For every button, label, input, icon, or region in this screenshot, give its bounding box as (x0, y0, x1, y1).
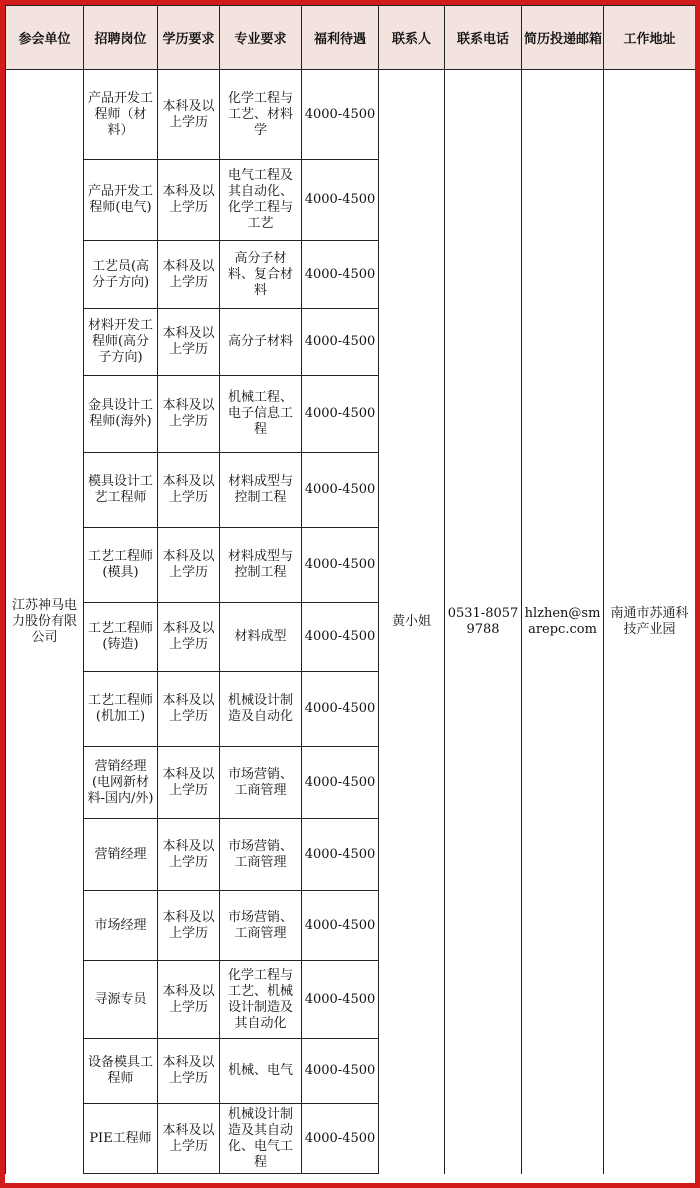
salary-cell: 4000-4500 (302, 747, 379, 819)
education-cell: 本科及以上学历 (158, 961, 220, 1039)
education-cell: 本科及以上学历 (158, 453, 220, 528)
education-cell: 本科及以上学历 (158, 70, 220, 160)
header-row (6, 6, 696, 70)
major-cell: 市场营销、工商管理 (220, 891, 302, 961)
salary-cell: 4000-4500 (302, 1039, 379, 1104)
position-cell: 工艺工程师(机加工) (84, 672, 158, 747)
salary-cell: 4000-4500 (302, 672, 379, 747)
contact-cell: 黄小姐 (379, 70, 445, 1174)
position-cell: 营销经理(电网新材料-国内/外) (84, 747, 158, 819)
salary-cell: 4000-4500 (302, 241, 379, 309)
education-cell: 本科及以上学历 (158, 528, 220, 603)
position-cell: 材料开发工程师(高分子方向) (84, 309, 158, 376)
education-cell: 本科及以上学历 (158, 309, 220, 376)
education-cell: 本科及以上学历 (158, 672, 220, 747)
major-cell: 高分子材料 (220, 309, 302, 376)
position-cell: 市场经理 (84, 891, 158, 961)
education-cell: 本科及以上学历 (158, 603, 220, 672)
position-cell: 工艺员(高分子方向) (84, 241, 158, 309)
major-cell: 材料成型与控制工程 (220, 528, 302, 603)
position-cell: 寻源专员 (84, 961, 158, 1039)
recruitment-table (5, 5, 695, 1174)
salary-cell: 4000-4500 (302, 603, 379, 672)
education-cell: 本科及以上学历 (158, 376, 220, 453)
table-row (6, 70, 696, 160)
position-cell: 金具设计工程师(海外) (84, 376, 158, 453)
header-email: 简历投递邮箱 (522, 6, 604, 70)
header-position: 招聘岗位 (84, 6, 158, 70)
company-cell: 江苏神马电力股份有限公司 (6, 70, 84, 1174)
major-cell: 市场营销、工商管理 (220, 747, 302, 819)
table-body (6, 70, 696, 1174)
document-frame (5, 5, 695, 1183)
salary-cell: 4000-4500 (302, 453, 379, 528)
salary-cell: 4000-4500 (302, 70, 379, 160)
salary-cell: 4000-4500 (302, 891, 379, 961)
salary-cell: 4000-4500 (302, 1104, 379, 1174)
education-cell: 本科及以上学历 (158, 1039, 220, 1104)
major-cell: 市场营销、工商管理 (220, 819, 302, 891)
education-cell: 本科及以上学历 (158, 891, 220, 961)
major-cell: 机械、电气 (220, 1039, 302, 1104)
major-cell: 高分子材料、复合材料 (220, 241, 302, 309)
major-cell: 材料成型与控制工程 (220, 453, 302, 528)
major-cell: 机械工程、电子信息工程 (220, 376, 302, 453)
education-cell: 本科及以上学历 (158, 160, 220, 241)
position-cell: 工艺工程师(模具) (84, 528, 158, 603)
header-phone: 联系电话 (445, 6, 522, 70)
header-contact: 联系人 (379, 6, 445, 70)
position-cell: 产品开发工程师(电气) (84, 160, 158, 241)
position-cell: 营销经理 (84, 819, 158, 891)
major-cell: 机械设计制造及自动化 (220, 672, 302, 747)
salary-cell: 4000-4500 (302, 160, 379, 241)
position-cell: 设备模具工程师 (84, 1039, 158, 1104)
major-cell: 电气工程及其自动化、化学工程与工艺 (220, 160, 302, 241)
education-cell: 本科及以上学历 (158, 241, 220, 309)
salary-cell: 4000-4500 (302, 309, 379, 376)
salary-cell: 4000-4500 (302, 819, 379, 891)
position-cell: 工艺工程师(铸造) (84, 603, 158, 672)
salary-cell: 4000-4500 (302, 528, 379, 603)
phone-cell: 0531-80579788 (445, 70, 522, 1174)
email-cell: hlzhen@smarepc.com (522, 70, 604, 1174)
header-address: 工作地址 (604, 6, 696, 70)
salary-cell: 4000-4500 (302, 376, 379, 453)
position-cell: 产品开发工程师（材料） (84, 70, 158, 160)
major-cell: 化学工程与工艺、材料学 (220, 70, 302, 160)
header-company: 参会单位 (6, 6, 84, 70)
position-cell: 模具设计工艺工程师 (84, 453, 158, 528)
header-major: 专业要求 (220, 6, 302, 70)
header-salary: 福利待遇 (302, 6, 379, 70)
education-cell: 本科及以上学历 (158, 747, 220, 819)
major-cell: 机械设计制造及其自动化、电气工程 (220, 1104, 302, 1174)
position-cell: PIE工程师 (84, 1104, 158, 1174)
header-education: 学历要求 (158, 6, 220, 70)
major-cell: 化学工程与工艺、机械设计制造及其自动化 (220, 961, 302, 1039)
education-cell: 本科及以上学历 (158, 1104, 220, 1174)
education-cell: 本科及以上学历 (158, 819, 220, 891)
major-cell: 材料成型 (220, 603, 302, 672)
salary-cell: 4000-4500 (302, 961, 379, 1039)
address-cell: 南通市苏通科技产业园 (604, 70, 696, 1174)
